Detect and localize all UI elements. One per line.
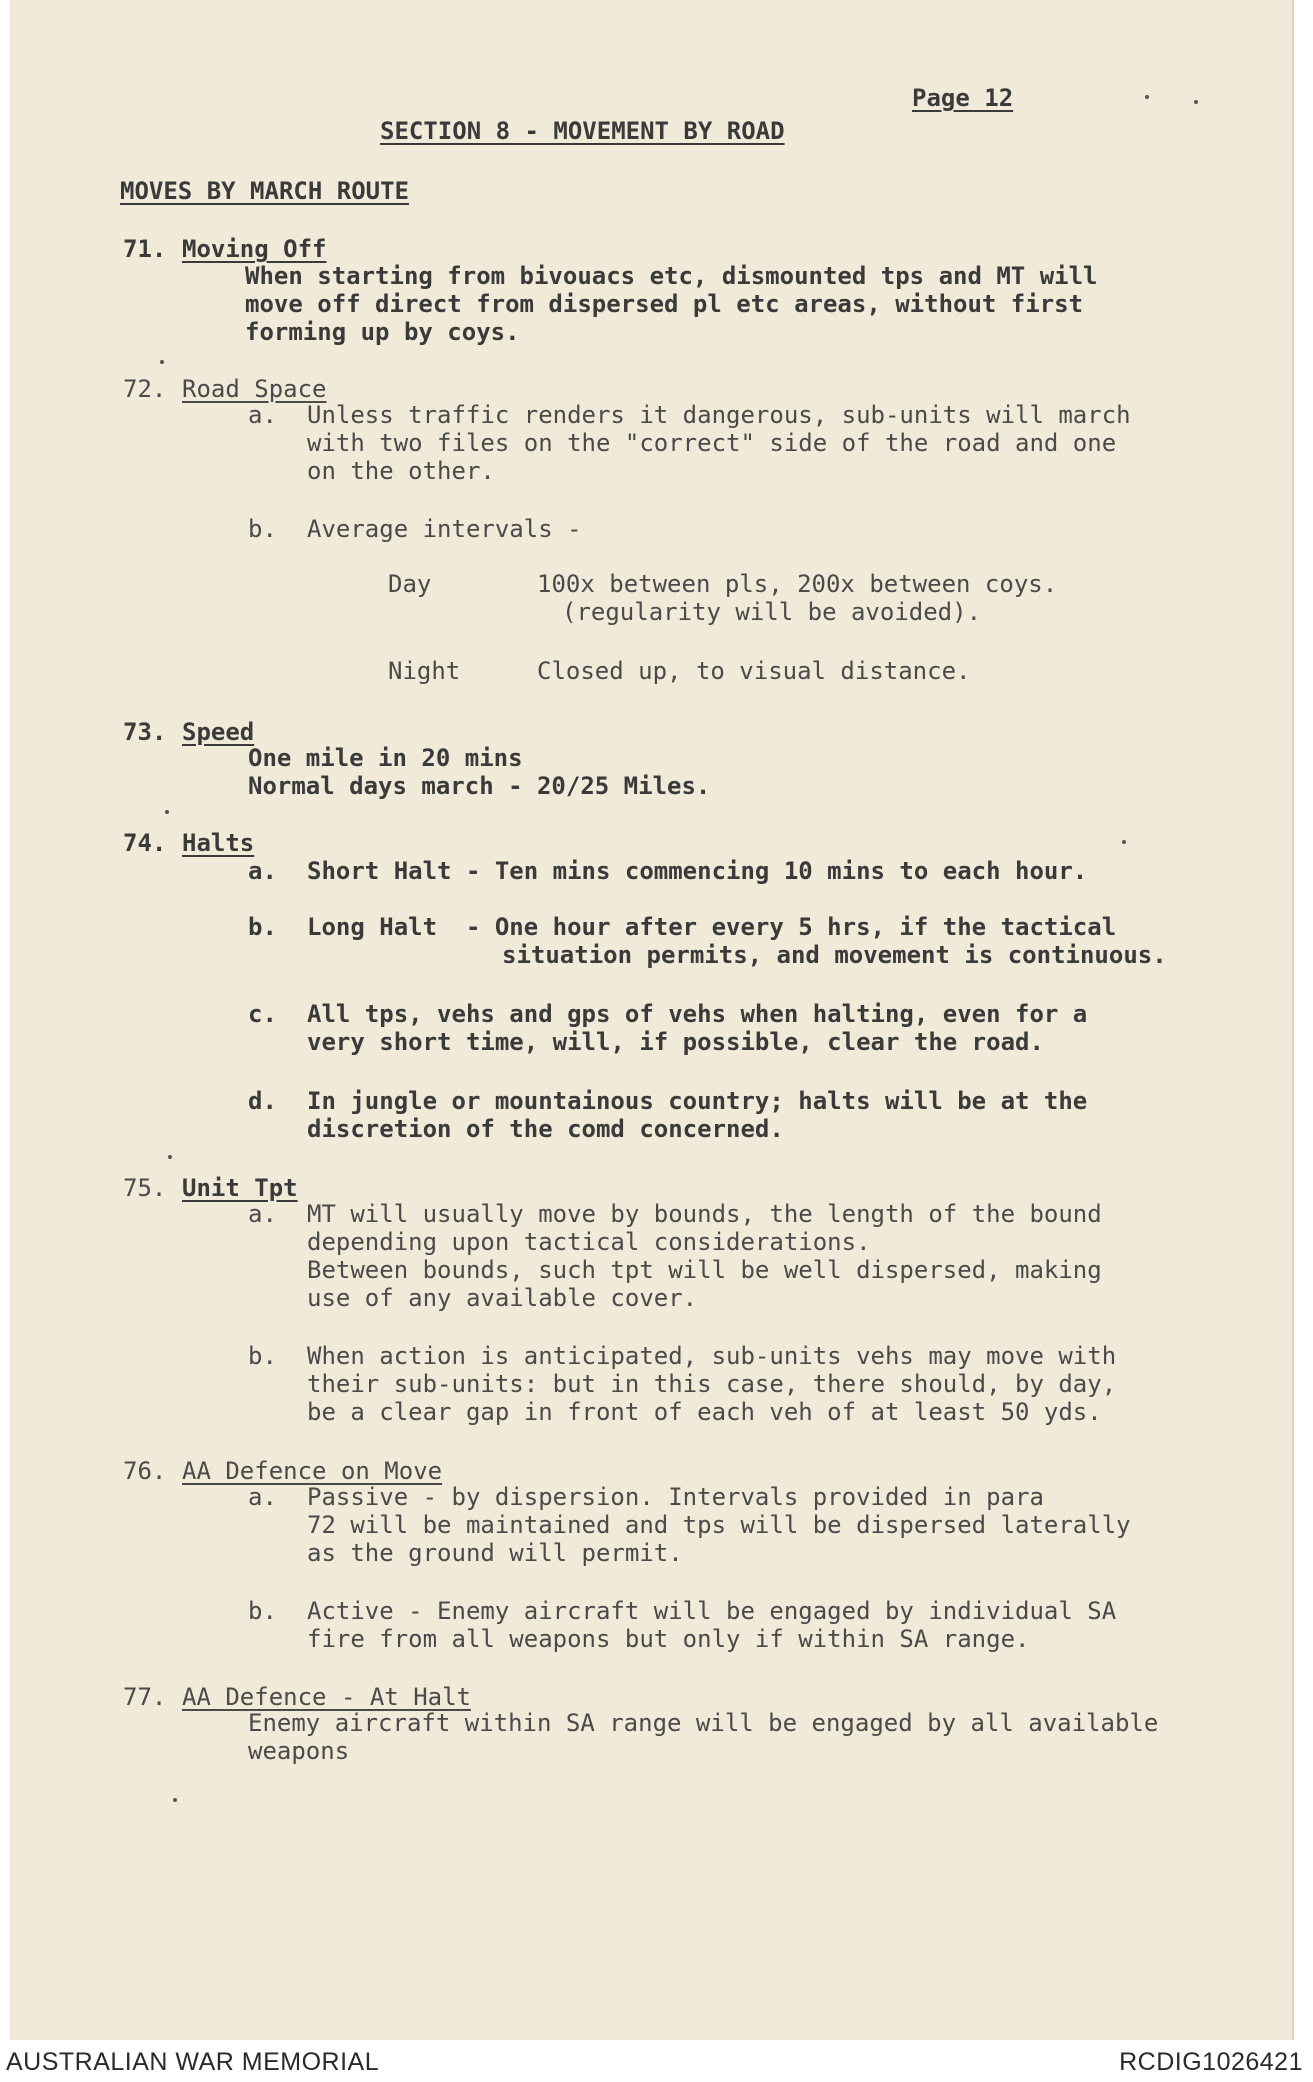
para-75-number: 75. [123, 1174, 167, 1202]
para-72-a-line: on the other. [307, 457, 495, 485]
interval-night-text: Closed up, to visual distance. [537, 657, 971, 685]
para-77-line: Enemy aircraft within SA range will be engaged by all available [248, 1709, 1159, 1737]
para-75-a-line: use of any available cover. [307, 1284, 698, 1312]
para-76-a-line: as the ground will permit. [307, 1539, 683, 1567]
para-76-a-line: 72 will be maintained and tps will be dispersed laterally [307, 1511, 1131, 1539]
stray-mark [160, 360, 164, 364]
para-74-b-text: Long Halt - One hour after every 5 hrs, if the tactical [307, 913, 1117, 941]
para-76-a-line: Passive - by dispersion. Intervals provided in para [307, 1483, 1044, 1511]
para-74-d-line: In jungle or mountainous country; halts will be at the [307, 1087, 1088, 1115]
para-74-a-label: a. [248, 857, 277, 885]
para-74-c-line: very short time, will, if possible, clear the road. [307, 1028, 1044, 1056]
para-76-b-label: b. [248, 1597, 277, 1625]
para-76-b-line: Active - Enemy aircraft will be engaged by individual SA [307, 1597, 1117, 1625]
para-74-c-label: c. [248, 1000, 277, 1028]
para-72-title: Road Space [182, 375, 327, 403]
para-76-a-label: a. [248, 1483, 277, 1511]
para-71-title: Moving Off [182, 235, 327, 263]
para-75-a-line: MT will usually move by bounds, the length of the bound [307, 1200, 1102, 1228]
para-75-b-line: their sub-units: but in this case, there should, by day, [307, 1370, 1117, 1398]
section-title: SECTION 8 - MOVEMENT BY ROAD [380, 117, 785, 145]
para-75-b-line: When action is anticipated, sub-units vehs may move with [307, 1342, 1117, 1370]
para-71-line: move off direct from dispersed pl etc areas, without first [245, 290, 1084, 318]
footer-record-id: RCDIG1026421 [1119, 2048, 1303, 2076]
para-71-line: forming up by coys. [245, 318, 520, 346]
para-77-number: 77. [123, 1683, 167, 1711]
interval-day-label: Day [388, 570, 432, 598]
stray-mark [165, 810, 169, 814]
para-74-a-text: Short Halt - Ten mins commencing 10 mins to each hour. [307, 857, 1088, 885]
para-73-number: 73. [123, 718, 167, 746]
para-73-line: One mile in 20 mins [248, 744, 523, 772]
footer-institution: AUSTRALIAN WAR MEMORIAL [6, 2048, 380, 2076]
para-72-a-label: a. [248, 401, 277, 429]
interval-night-label: Night [388, 657, 461, 685]
para-76-b-line: fire from all weapons but only if within SA range. [307, 1625, 1030, 1653]
para-72-b-text: Average intervals - [307, 515, 582, 543]
para-77-title: AA Defence - At Halt [182, 1683, 471, 1711]
document-page [10, 0, 1294, 2040]
para-74-b-text: situation permits, and movement is continuous. [502, 941, 1167, 969]
stray-mark [173, 1798, 177, 1802]
stray-mark [1122, 840, 1126, 844]
interval-day-text: (regularity will be avoided). [562, 598, 982, 626]
para-77-line: weapons [248, 1737, 350, 1765]
para-74-number: 74. [123, 829, 167, 857]
para-74-d-label: d. [248, 1087, 277, 1115]
para-74-title: Halts [182, 829, 255, 857]
para-76-title: AA Defence on Move [182, 1457, 443, 1485]
stray-mark [168, 1155, 172, 1159]
para-75-b-label: b. [248, 1342, 277, 1370]
para-74-d-line: discretion of the comd concerned. [307, 1115, 784, 1143]
interval-day-text: 100x between pls, 200x between coys. [537, 570, 1058, 598]
subheading: MOVES BY MARCH ROUTE [120, 177, 409, 205]
para-74-c-line: All tps, vehs and gps of vehs when halting, even for a [307, 1000, 1088, 1028]
para-75-a-line: Between bounds, such tpt will be well dispersed, making [307, 1256, 1102, 1284]
para-75-b-line: be a clear gap in front of each veh of at least 50 yds. [307, 1398, 1102, 1426]
para-73-line: Normal days march - 20/25 Miles. [248, 772, 711, 800]
page-number: Page 12 [912, 84, 1014, 112]
para-71-number: 71. [123, 235, 167, 263]
para-72-b-label: b. [248, 515, 277, 543]
archive-footer [0, 2040, 1313, 2082]
para-75-a-label: a. [248, 1200, 277, 1228]
para-72-number: 72. [123, 375, 167, 403]
para-71-line: When starting from bivouacs etc, dismounted tps and MT will [245, 262, 1098, 290]
para-75-a-line: depending upon tactical considerations. [307, 1228, 871, 1256]
para-75-title: Unit Tpt [182, 1174, 298, 1202]
para-73-title: Speed [182, 718, 255, 746]
para-74-b-label: b. [248, 913, 277, 941]
para-76-number: 76. [123, 1457, 167, 1485]
stray-mark [1145, 95, 1149, 99]
para-72-a-line: Unless traffic renders it dangerous, sub-units will march [307, 401, 1131, 429]
stray-mark [1194, 100, 1198, 104]
para-72-a-line: with two files on the "correct" side of the road and one [307, 429, 1117, 457]
